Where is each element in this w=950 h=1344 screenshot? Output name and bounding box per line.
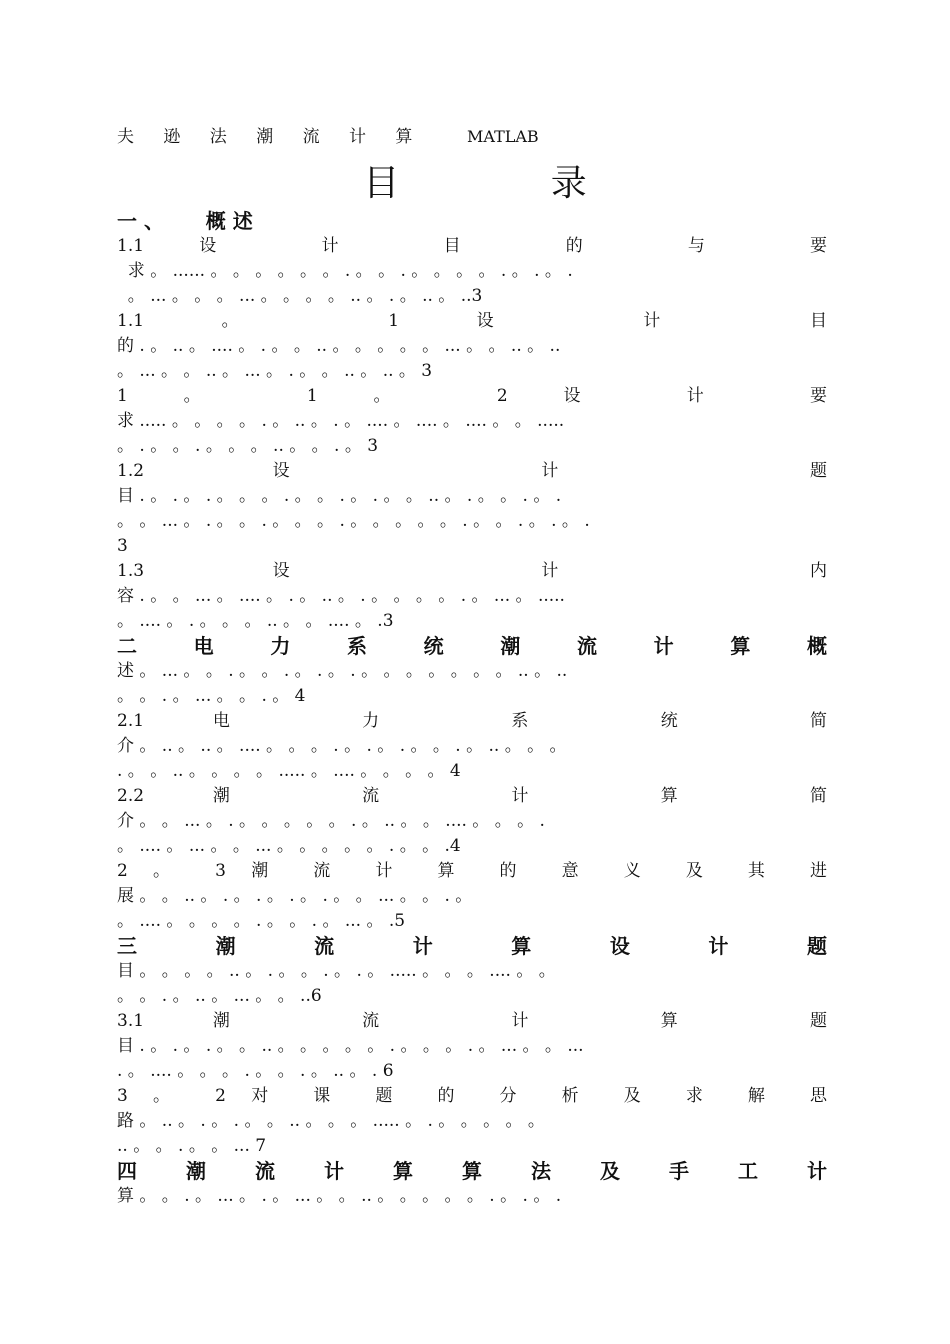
toc-leader-line: 的 . 。 .. 。 .... 。 . 。 。 .. 。 。 。 。 。 ... 。 。 .. 。 .. (117, 336, 561, 356)
header-right-text: MATLAB (467, 127, 539, 146)
toc-section-3[interactable]: 三 潮 流 计 算 设 计 题 (117, 934, 827, 958)
toc-leader-line: 。 。 ... 。 . 。 。 . 。 。 。 . 。 。 。 。 。 . 。 。 . 。 . 。 . (117, 511, 590, 531)
toc-leader-line: 求 。 ...... 。 。 。 。 。 。 . 。 。 . 。 。 。 。 . 。 . 。 . (117, 261, 573, 281)
toc-leader-line: 目 。 。 。 。 .. 。 . 。 。 . 。 . 。 ..... 。 。 。 .... 。 。 (117, 961, 556, 981)
toc-leader-line: 介 。 .. 。 .. 。 .... 。 。 。 . 。 . 。 . 。 。 . 。 .. 。 。 。 (117, 736, 567, 756)
toc-title: 目 录 (363, 163, 657, 204)
toc-leader-line: 。 ... 。 。 .. 。 ... 。 . 。 。 .. 。 .. 。 3 (117, 361, 433, 381)
toc-leader-line: 容 . 。 。 ... 。 .... 。 . 。 .. 。 . 。 。 。 。 . 。 ... 。 ..... (117, 586, 565, 606)
toc-entry-line[interactable]: 2.2 潮 流 计 算 简 (117, 786, 827, 806)
toc-entry-line[interactable]: 2 。 3 潮 流 计 算 的 意 义 及 其 进 (117, 861, 827, 881)
toc-page-number: 3 (117, 536, 128, 556)
toc-leader-line: 路 。 .. 。 . 。 . 。 。 .. 。 。 。 ..... 。 . 。 。 。 。 。 (117, 1111, 545, 1131)
toc-entry-line[interactable]: 1 。 1 。 2 设 计 要 (117, 386, 827, 406)
toc-leader-line: 。 .... 。 。 。 。 . 。 。 . 。 ... 。 .5 (117, 911, 406, 931)
toc-leader-line: .. 。 。 . 。 。 ... 7 (117, 1136, 267, 1156)
toc-leader-line: . 。 。 .. 。 。 。 。 ..... 。 .... 。 。 。 。 4 (117, 761, 461, 781)
toc-leader-line: 展 。 。 .. 。 . 。 . 。 . 。 . 。 。 ... 。 。 . 。 (117, 886, 473, 906)
toc-entry-line[interactable]: 1.3 设 计 内 (117, 561, 827, 581)
header-left-text: 夫 逊 法 潮 流 计 算 (117, 127, 425, 147)
toc-entry-line[interactable]: 1.1 。 1 设 计 目 (117, 311, 827, 331)
toc-section-4[interactable]: 四 潮 流 计 算 算 法 及 手 工 计 (117, 1159, 827, 1183)
toc-entry-line[interactable]: 1.2 设 计 题 (117, 461, 827, 481)
toc-entry-line[interactable]: 3 。 2 对 课 题 的 分 析 及 求 解 思 (117, 1086, 827, 1106)
toc-leader-line: . 。 .... 。 。 。 . 。 。 . 。 .. 。 . 6 (117, 1061, 394, 1081)
toc-leader-line: 。 . 。 。 . 。 。 。 .. 。 。 . 。 3 (117, 436, 379, 456)
toc-entry-line[interactable]: 2.1 电 力 系 统 简 (117, 711, 827, 731)
toc-section-2[interactable]: 二 电 力 系 统 潮 流 计 算 概 (117, 634, 827, 658)
toc-leader-line: 。 。 . 。 ... 。 。 . 。 4 (117, 686, 306, 706)
toc-leader-line: 。 。 . 。 .. 。 ... 。 。 ..6 (117, 986, 322, 1006)
toc-leader-line: 。 .... 。 ... 。 。 ... 。 。 。 。 。 . 。 。 .4 (117, 836, 461, 856)
toc-leader-line: 求 ..... 。 。 。 。 . 。 .. 。 . 。 .... 。 .... 。 .... 。 。 ..... (117, 411, 565, 431)
toc-leader-line: 。 .... 。 . 。 。 。 .. 。 。 .... 。 .3 (117, 611, 394, 631)
toc-leader-line: 述 。 ... 。 。 . 。 。 . 。 . 。 . 。 。 。 。 。 。 。 .. 。 .. (117, 661, 568, 681)
toc-leader-line: 。 ... 。 。 。 ... 。 。 。 。 .. 。 . 。 .. 。 ..3 (117, 286, 483, 306)
toc-leader-line: 介 。 。 ... 。 . 。 。 。 。 。 . 。 .. 。 。 .... 。 。 。 . (117, 811, 545, 831)
toc-leader-line: 目 . 。 . 。 . 。 。 .. 。 。 。 。 。 . 。 。 。 . 。 ... 。 。 ... (117, 1036, 584, 1056)
toc-leader-line: 算 。 。 . 。 ... 。 . 。 ... 。 。 .. 。 。 。 。 。 . 。 . 。 . (117, 1186, 562, 1206)
toc-entry-line[interactable]: 3.1 潮 流 计 算 题 (117, 1011, 827, 1031)
toc-section-1[interactable]: 一 、 概 述 (117, 209, 253, 233)
toc-entry-line[interactable]: 1.1 设 计 目 的 与 要 (117, 236, 827, 256)
toc-leader-line: 目 . 。 . 。 . 。 。 。 . 。 。 . 。 . 。 。 .. 。 . 。 。 . 。 . (117, 486, 562, 506)
